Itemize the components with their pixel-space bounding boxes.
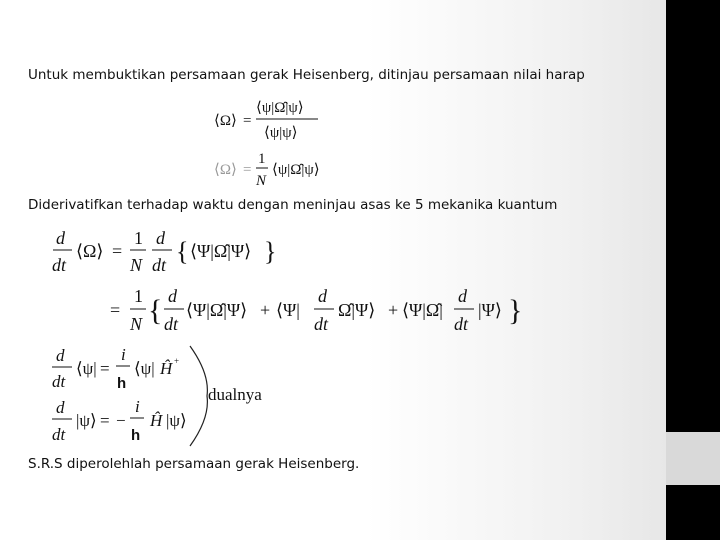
svg-text:d: d bbox=[56, 228, 65, 248]
svg-text:=: = bbox=[243, 162, 252, 178]
svg-text:d: d bbox=[56, 398, 65, 417]
svg-text:dt: dt bbox=[52, 255, 67, 275]
right-edge-bar-top bbox=[666, 0, 720, 432]
svg-text:d: d bbox=[458, 286, 467, 306]
svg-text:⟨Ω⟩: ⟨Ω⟩ bbox=[214, 113, 237, 129]
svg-text:Ĥ: Ĥ bbox=[160, 359, 173, 378]
svg-text:h: h bbox=[131, 427, 141, 444]
dual-label: dualnya bbox=[208, 385, 262, 404]
svg-text:=: = bbox=[112, 241, 123, 261]
svg-text:⟨ψ|: ⟨ψ| bbox=[76, 359, 97, 378]
svg-text:Ĥ: Ĥ bbox=[150, 411, 163, 430]
svg-text:dt: dt bbox=[314, 314, 329, 334]
svg-text:d: d bbox=[56, 346, 65, 365]
svg-text:N: N bbox=[130, 255, 143, 275]
svg-text:{: { bbox=[176, 237, 189, 266]
svg-text:h: h bbox=[117, 375, 127, 392]
svg-text:⟨Ψ|Ω̂|: ⟨Ψ|Ω̂| bbox=[402, 300, 443, 320]
svg-text:−: − bbox=[116, 411, 126, 430]
svg-text:{: { bbox=[148, 294, 163, 327]
svg-text:⟨ψ|Ω̂|ψ⟩: ⟨ψ|Ω̂|ψ⟩ bbox=[256, 100, 304, 116]
svg-text:dt: dt bbox=[152, 255, 167, 275]
svg-text:=: = bbox=[243, 113, 252, 129]
svg-text:dt: dt bbox=[52, 372, 66, 391]
svg-text:⟨ψ|: ⟨ψ| bbox=[134, 359, 155, 378]
right-edge-bar-middle bbox=[666, 432, 720, 485]
svg-text:}: } bbox=[508, 294, 523, 327]
svg-text:dt: dt bbox=[454, 314, 469, 334]
derivative-text: Diderivatifkan terhadap waktu dengan meninjau asas ke 5 mekanika kuantum bbox=[28, 197, 558, 213]
expectation-value-formula bbox=[212, 94, 342, 144]
time-derivative-formula-2 bbox=[108, 284, 523, 338]
svg-text:N: N bbox=[256, 173, 267, 189]
svg-text:+: + bbox=[174, 356, 180, 366]
time-derivative-equation-1 bbox=[50, 226, 300, 278]
svg-text:N: N bbox=[130, 314, 143, 334]
svg-text:dt: dt bbox=[52, 425, 66, 444]
svg-text:i: i bbox=[121, 345, 126, 364]
svg-text:=: = bbox=[100, 359, 110, 378]
svg-text:|ψ⟩: |ψ⟩ bbox=[166, 411, 187, 430]
svg-text:|Ψ⟩: |Ψ⟩ bbox=[478, 300, 502, 320]
svg-text:i: i bbox=[135, 397, 140, 416]
conclusion-text: S.R.S diperolehlah persamaan gerak Heisenberg. bbox=[28, 456, 360, 472]
svg-text:⟨Ψ|: ⟨Ψ| bbox=[276, 300, 300, 320]
svg-text:⟨Ω⟩: ⟨Ω⟩ bbox=[214, 162, 237, 178]
svg-text:+: + bbox=[388, 300, 399, 320]
svg-text:1: 1 bbox=[134, 286, 143, 306]
time-derivative-equation-2 bbox=[108, 284, 523, 338]
svg-text:=: = bbox=[110, 300, 121, 320]
expectation-value-equation bbox=[212, 94, 342, 144]
svg-text:⟨ψ|Ω̂|ψ⟩: ⟨ψ|Ω̂|ψ⟩ bbox=[272, 162, 320, 178]
svg-text:dt: dt bbox=[164, 314, 179, 334]
svg-text:+: + bbox=[260, 300, 271, 320]
svg-text:|ψ⟩: |ψ⟩ bbox=[76, 411, 97, 430]
intro-text: Untuk membuktikan persamaan gerak Heisenberg, ditinjau persamaan nilai harap bbox=[28, 67, 585, 83]
svg-text:d: d bbox=[318, 286, 327, 306]
svg-text:1: 1 bbox=[134, 228, 143, 248]
svg-text:⟨Ω⟩: ⟨Ω⟩ bbox=[76, 241, 104, 261]
svg-text:⟨Ψ|Ω̂|Ψ⟩: ⟨Ψ|Ω̂|Ψ⟩ bbox=[190, 241, 252, 261]
normalized-expectation-equation bbox=[212, 148, 342, 190]
normalized-expectation-formula bbox=[212, 148, 342, 190]
right-edge-bar-bottom bbox=[666, 485, 720, 540]
svg-text:1: 1 bbox=[258, 151, 266, 167]
svg-text:=: = bbox=[100, 411, 110, 430]
svg-text:d: d bbox=[156, 228, 165, 248]
svg-text:Ω̂|Ψ⟩: Ω̂|Ψ⟩ bbox=[338, 300, 376, 320]
svg-text:⟨ψ|ψ⟩: ⟨ψ|ψ⟩ bbox=[264, 125, 298, 141]
time-derivative-formula-1 bbox=[50, 226, 300, 278]
svg-text:d: d bbox=[168, 286, 177, 306]
right-angle-bracket-brace bbox=[190, 346, 207, 446]
svg-text:}: } bbox=[264, 237, 277, 266]
svg-text:⟨Ψ|Ω̂|Ψ⟩: ⟨Ψ|Ω̂|Ψ⟩ bbox=[186, 300, 248, 320]
